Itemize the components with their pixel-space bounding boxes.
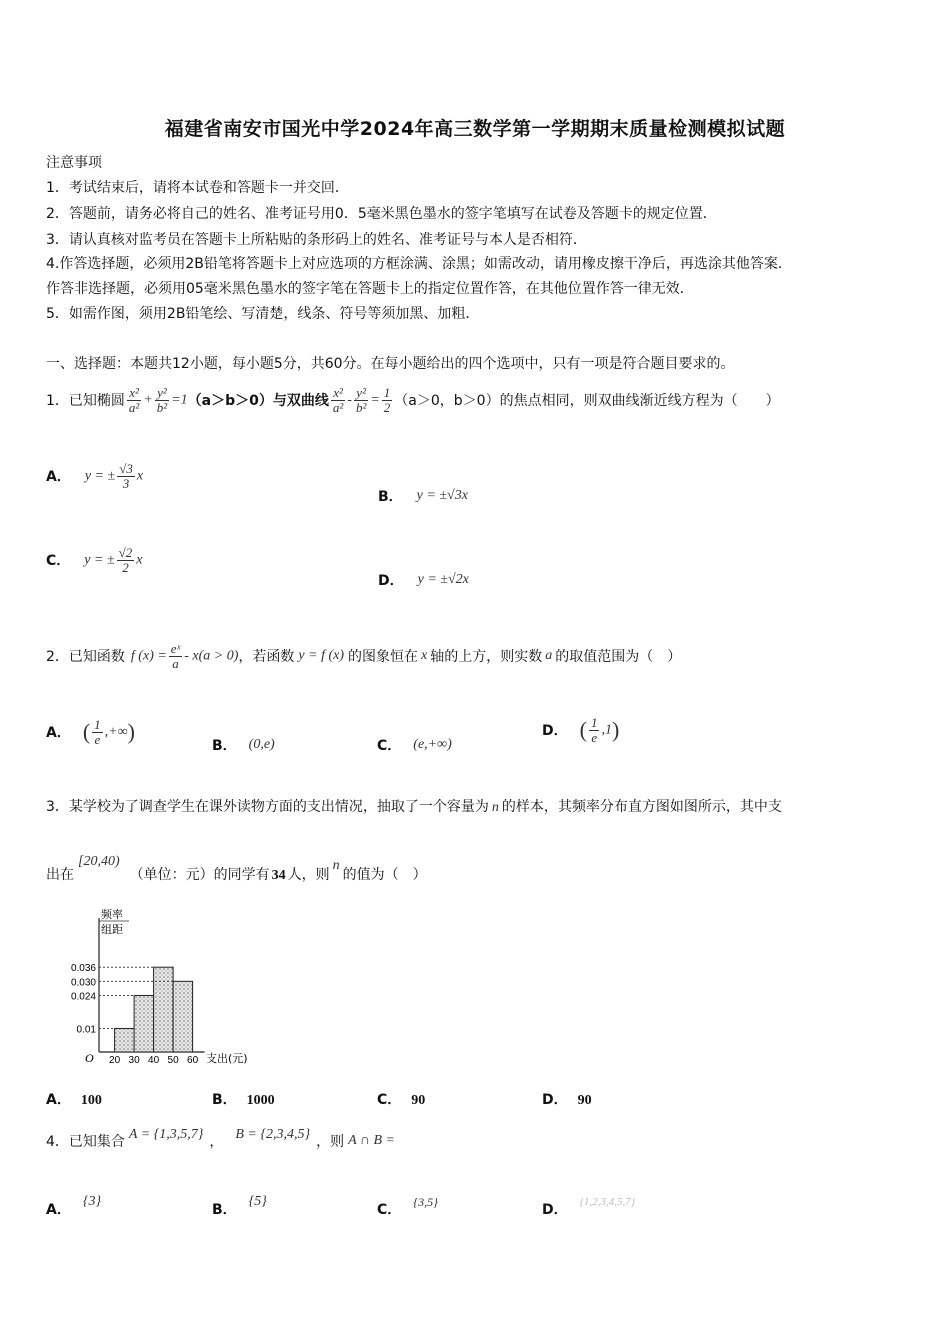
y-tick-label: 0.024	[70, 991, 96, 1003]
x-tick-label: 50	[167, 1055, 179, 1066]
y-tick-label: 0.030	[70, 977, 96, 989]
notice-heading: 注意事项	[46, 155, 102, 171]
x-tick-label: 20	[109, 1055, 121, 1066]
q2-option-d[interactable]: D． ( $\frac{1}{e}$ ,1)	[542, 715, 620, 745]
q1-prefix: 1．已知椭圆	[46, 393, 125, 409]
q4-option-d[interactable]: D． {1,2,3,4,5,7}	[542, 1196, 636, 1218]
hyperbola-equation: $\frac{\text{x²}}{\text{a²}}$ - $\frac{\text{y²}}{\text{b²}}$ = $\frac{1}{2}$	[332, 384, 391, 415]
notice-item: 3．请认真核对监考员在答题卡上所粘贴的条形码上的姓名、准考证号与本人是否相符．	[46, 232, 587, 248]
notice-item: 作答非选择题，必须用05毫米黑色墨水的签字笔在答题卡上的指定位置作答，在其他位置作答一律无效．	[46, 281, 694, 297]
notice-item: 1．考试结束后，请将本试卷和答题卡一并交回．	[46, 180, 349, 196]
histogram-bar-40-50	[154, 967, 174, 1052]
section-heading: 一、选择题：本题共12小题，每小题5分，共60分。在每小题给出的四个选项中，只有一项是符合题目要求的。	[46, 356, 735, 372]
q3-option-d[interactable]: D． 90	[542, 1092, 592, 1108]
histogram-bar-50-60	[173, 981, 193, 1052]
ellipse-equation: $\frac{\text{x²}}{\text{a²}}$ + $\frac{\text{y²}}{\text{b²}}$ =1	[128, 384, 188, 415]
notice-item: 5．如需作图，须用2B铅笔绘、写清楚，线条、符号等须加黑、加粗．	[46, 306, 480, 322]
q1-cond1: （a＞b＞0）与双曲线	[187, 393, 329, 409]
question-1	[46, 380, 780, 420]
q4-option-c[interactable]: C． {3,5}	[377, 1194, 438, 1218]
y-axis-label-bottom: 组距	[101, 923, 123, 936]
histogram-bar-20-30	[115, 1028, 135, 1052]
q2-option-b[interactable]: B． (0,e)	[212, 737, 275, 754]
q1-option-a[interactable]: A． y = ± $\frac{√3}{3}$ x	[46, 461, 144, 491]
q3-option-b[interactable]: B． 1000	[212, 1092, 275, 1108]
notice-item: 4.作答选择题，必须用2B铅笔将答题卡上对应选项的方框涂满、涂黑；如需改动，请用橡皮擦干净后，再选涂其他答案．	[46, 256, 792, 272]
function-definition: f (x) = $\frac{\text{eˣ}}{a}$ - x(a > 0)	[130, 640, 239, 671]
q4-option-b[interactable]: B． {5}	[212, 1194, 267, 1218]
set-a: A = {1,3,5,7}	[128, 1127, 204, 1142]
page-title: 福建省南安市国光中学2024年高三数学第一学期期末质量检测模拟试题	[164, 118, 786, 140]
frequency-histogram	[55, 900, 270, 1075]
q2-option-a[interactable]: A． ( $\frac{1}{e}$ ,+∞)	[46, 717, 135, 747]
question-4: 4．已知集合 A = {1,3,5,7} ， B = {2,3,4,5} ，则 A ∩ B =	[46, 1127, 395, 1150]
question-3-line-1: 3．某学校为了调查学生在课外读物方面的支出情况，抽取了一个容量为 n 的样本，其频率分布直方图如图所示，其中支	[46, 799, 782, 815]
q2-option-c[interactable]: C． (e,+∞)	[377, 737, 452, 754]
q1-option-d[interactable]: D． y = ±√2x	[378, 572, 469, 589]
q4-option-a[interactable]: A． {3}	[46, 1194, 102, 1218]
histogram-bar-30-40	[134, 995, 154, 1052]
y-tick-label: 0.036	[70, 963, 96, 975]
x-tick-label: 30	[128, 1055, 140, 1066]
y-tick-label: 0.01	[76, 1024, 96, 1036]
x-axis-label: 支出(元)	[206, 1052, 248, 1065]
q1-option-b[interactable]: B． y = ±√3x	[378, 488, 468, 505]
q3-option-c[interactable]: C． 90	[377, 1092, 426, 1108]
intersection-expression: A ∩ B =	[348, 1133, 395, 1148]
q1-option-c[interactable]: C． y = ± $\frac{√2}{2}$ x	[46, 545, 143, 575]
x-tick-label: 60	[187, 1055, 199, 1066]
question-3-line-2: 出在 [20,40) （单位：元）的同学有 34 人，则 n 的值为（ ）	[46, 854, 427, 883]
y-axis-label-top: 频率	[101, 908, 123, 921]
x-tick-label: 40	[148, 1055, 160, 1066]
q1-cond2: （a＞0，b＞0）的焦点相同，则双曲线渐近线方程为（ ）	[394, 393, 780, 409]
notice-item: 2．答题前，请务必将自己的姓名、准考证号用0．5毫米黑色墨水的签字笔填写在试卷及答题卡的规定位置．	[46, 206, 717, 222]
set-b: B = {2,3,4,5}	[235, 1127, 311, 1142]
q3-option-a[interactable]: A． 100	[46, 1092, 102, 1108]
question-2: 2．已知函数 f (x) = $\frac{\text{eˣ}}{a}$ - x(a > 0) ，若函数 y = f (x) 的图象恒在 x 轴的上方，则实数 a 的取值范围为（ ）	[46, 640, 682, 671]
origin-label: O	[85, 1051, 94, 1065]
